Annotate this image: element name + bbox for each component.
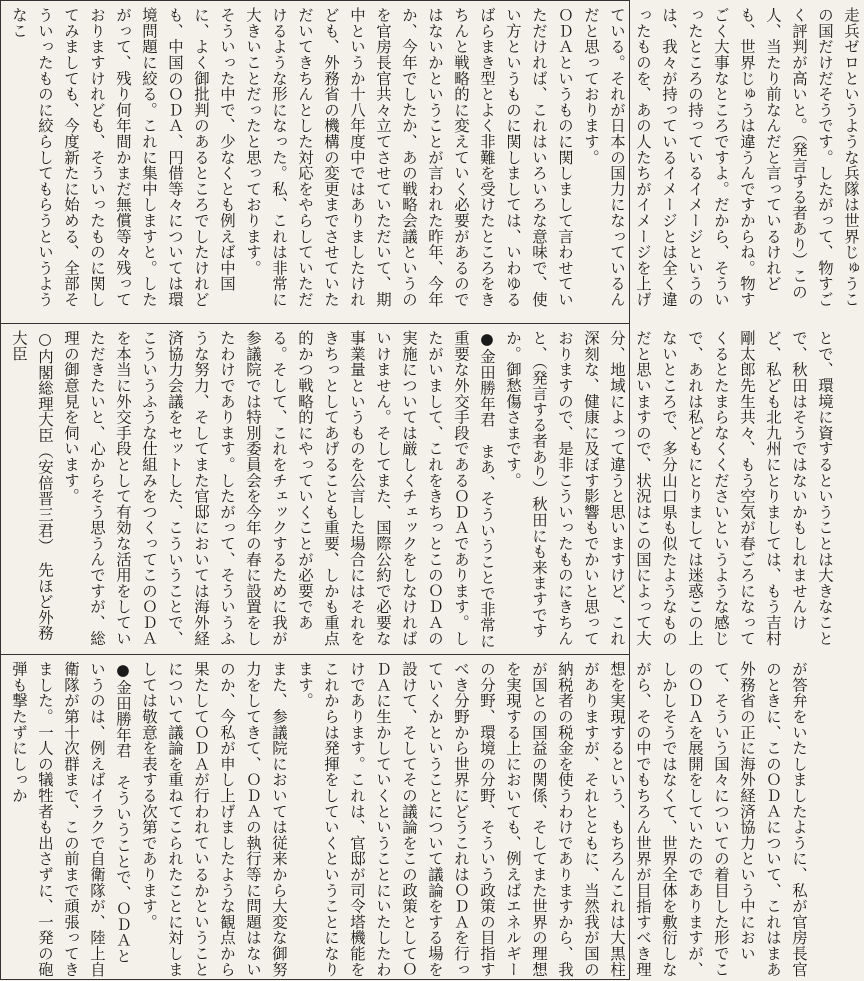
- vertical-text-block: [6, 661, 812, 977]
- paragraph: とで、環境に資するということは大きなことで、秋田はそうではないかもしれませんけど、私ども北九州にとりましては、もう吉村剛太郎先生共々、もう空気が春ごろになってくるとたまらなくくださいというような感じで、あれは私どもにとりましては迷惑この上ないところで、多分山口県も似たようなものだと思いますので、状況はこの国によって大分、地域によって違うと思いますけど、これ深刻な、健康に及ぼす影響もでかいと思っておりますので、是非こういったものにきちんと、（発言する者あり）秋田にも来ますですか。御愁傷さまです。: [504, 330, 834, 646]
- vertical-text-block: [6, 330, 838, 650]
- paragraph: ○内閣総理大臣（安倍晋三君） 先ほど外務大臣: [10, 330, 54, 641]
- paragraph: ＯＤＡというものに関しまして言わせていただければ、これはいろいろな意味で、使い方というものに関しましては、いわゆるばらまき型とよく非難を受けたところをきちんと戦略的に変えていく必要があるのではないかということが言われた昨年、今年か、今年でしたか、あの戦略会議というのを官房長官共々立てさせていただいて、期中というか十八年度中ではありましたけれども、外務省の機構の変更までさせていただいてきちんとした対応をやらしていただけるような形になった。私、これは非常に大きいことだったと思っております。: [244, 7, 574, 308]
- text-band-bottom: [1, 654, 808, 981]
- text-band-top: [1, 1, 860, 323]
- paragraph: そういった中で、少なくとも例えば中国に、よく御批判のあるところでしたけれども、中国のＯＤＡ、円借等々については環境問題に絞る。これに集中しますと。したがって、残り何年間かまだ無償等々残っておりますけれども、そういったものに関してみましても、今度新たに始める、全部そういったものに絞らしてもらうというようなこ: [10, 7, 236, 308]
- paragraph: が答弁をいたしましたように、私が官房長官のときに、このＯＤＡについて、これはまあ外務省の正に海外経済協力という中において、そういう国々についての着目した形でこのＯＤＡを展開をしていたのでありますが、しかしそうではなくて、世界全体を敷衍しながら、その中でもちろん世界が目指すべき理想を実現するという、もちろんこれは大黒柱がありますが、それとともに、当然我が国の納税者の税金を使うわけでありますから、我が国との国益の関係、そしてまた世界の理想を実現する上においても、例えばエネルギーの分野、環境の分野、そういう政策の目指すべき分野から世界にどうこれはＯＤＡを行っていくかということについて議論をする場を設けて、そしてその議論をこの政策としてＯＤＡに生かしていくということにいたしたわけであります。これは、官邸が司令塔機能をこれからは発揮をしていくということになります。: [296, 661, 808, 977]
- paragraph: ●金田勝年君 まあ、そういうことで非常に重要な外交手段であるＯＤＡであります。したがいまして、これをきちっとこのＯＤＡの実施については厳しくチェックをしなければいけません。そしてまた、国際公約で必要な事業量というものを公言した場合にはそれをきちっとしてあげることも重要、しかも重点的かつ戦略的にやっていくことが必要である。そして、これをチェックするために我が参議院では特別委員会を今年の春に設置をしたわけであります。したがって、そういうふうな努力、そしてまた官邸においては海外経済協力会議をセットした、こういうことで、こういうふうな仕組みをつくってこのＯＤＡを本当に外交手段として有効な活用をしていただきたいと、心からそう思うんですが、総理の御意見を伺います。: [62, 330, 496, 649]
- paragraph: また、参議院においては従来から大変な御努力をしてきて、ＯＤＡの執行等に問題はないのか、今私が申し上げましたような観点から果たしてＯＤＡが行われているかということについて議論を重ねてこられたことに対しましては敬意を表する次第であります。: [140, 661, 288, 977]
- paragraph: 走兵ゼロというような兵隊は世界じゅうこの国だけだそうです。したがって、物すごく評判が高いと。（発言する者あり）この人、当たり前なんだと言っているけれども、世界じゅうは違うんですからね。物すごく大事なところですよ。だから、そういったところの持っているイメージというのは、我々が持っているイメージとは全く違ったものを、あの人たちがイメージを上げている。それが日本の国力になっているんだと思っております。: [582, 7, 860, 308]
- vertical-text-block: [6, 7, 864, 319]
- text-band-middle: [1, 323, 834, 654]
- paragraph: ●金田勝年君 そういうことで、ＯＤＡというのは、例えばイラクで自衛隊が、陸上自衛隊が第十次群まで、この前まで頑張ってきました。一人の犠牲者も出さずに、一発の砲弾も撃たずにしっか: [10, 661, 132, 977]
